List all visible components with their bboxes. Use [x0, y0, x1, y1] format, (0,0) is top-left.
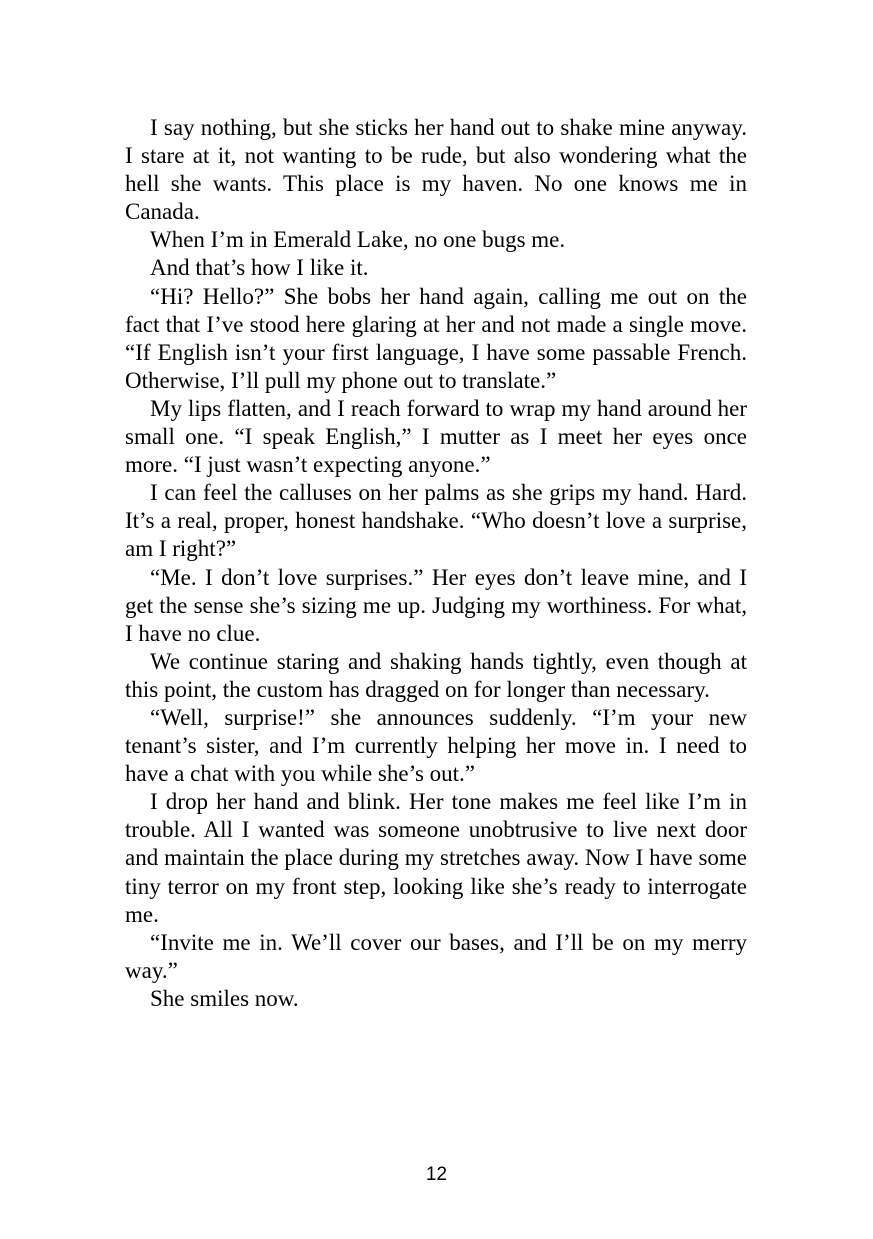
body-text	[125, 114, 747, 1013]
paragraph: We continue staring and shaking hands tightly, even though at this point, the custom has dragged on for longer than necessary.	[125, 648, 747, 702]
paragraph: She smiles now.	[150, 985, 299, 1011]
paragraph: I can feel the calluses on her palms as she grips my hand. Hard. It’s a real, proper, honest handshake. “Who doesn’t love a surprise, am I right?”	[125, 480, 747, 562]
paragraph: “Me. I don’t love surprises.” Her eyes don’t leave mine, and I get the sense she’s sizing me up. Judging my worthiness. For what, I have no clue.	[125, 564, 747, 646]
paragraph: “Hi? Hello?” She bobs her hand again, calling me out on the fact that I’ve stood here glaring at her and not made a single move. “If English isn’t your first language, I have some passable French. Otherwise, I’ll pull my phone out to translate.”	[125, 283, 747, 393]
paragraph: I drop her hand and blink. Her tone makes me feel like I’m in trouble. All I wanted was someone unobtrusive to live next door and maintain the place during my stretches away. Now I have some tiny terror on my front step, looking like she’s ready to interrogate me.	[125, 789, 747, 927]
paragraph: “Well, surprise!” she announces suddenly. “I’m your new tenant’s sister, and I’m currently helping her move in. I need to have a chat with you while she’s out.”	[125, 704, 747, 787]
paragraph: My lips flatten, and I reach forward to wrap my hand around her small one. “I speak English,” I mutter as I meet her eyes once more. “I just wasn’t expecting anyone.”	[125, 395, 747, 478]
paragraph: I say nothing, but she sticks her hand out to shake mine anyway. I stare at it, not wanting to be rude, but also wondering what the hell she wants. This place is my haven. No one knows me in Canada.	[125, 115, 747, 225]
paragraph: When I’m in Emerald Lake, no one bugs me.	[150, 227, 566, 253]
page-number: 12	[425, 1164, 448, 1185]
paragraph: And that’s how I like it.	[150, 255, 369, 281]
paragraph: “Invite me in. We’ll cover our bases, and I’ll be on my merry way.”	[125, 929, 747, 983]
